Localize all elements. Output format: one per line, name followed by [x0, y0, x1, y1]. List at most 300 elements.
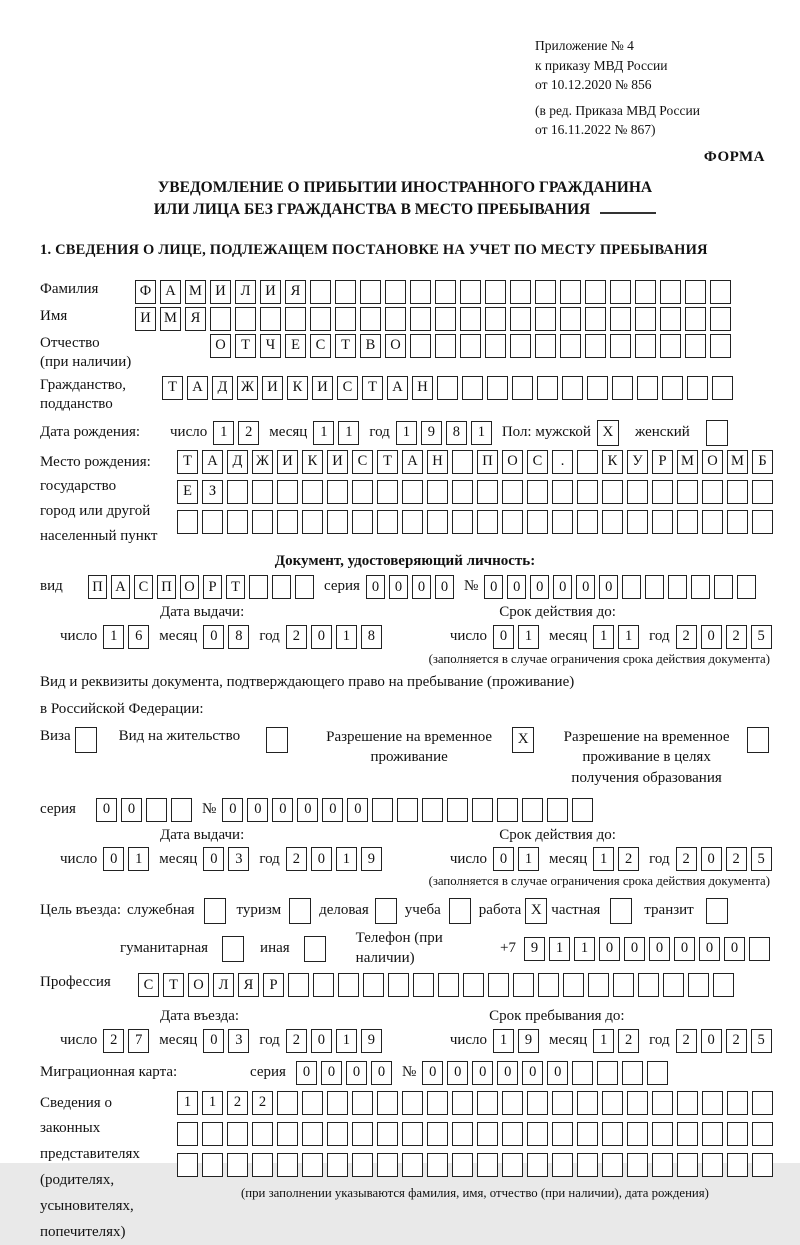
rabota-checkbox[interactable]: X [525, 898, 547, 924]
char-cell[interactable]: С [527, 450, 548, 474]
char-cell[interactable] [727, 1153, 748, 1177]
char-cell[interactable]: 1 [336, 625, 357, 649]
char-cell[interactable] [710, 280, 731, 304]
char-cell[interactable]: К [602, 450, 623, 474]
entry-day-input[interactable] [103, 1029, 149, 1053]
char-cell[interactable] [352, 480, 373, 504]
char-cell[interactable]: Т [163, 973, 184, 997]
char-cell[interactable]: В [360, 334, 381, 358]
char-cell[interactable] [602, 1091, 623, 1115]
stay-day-input[interactable] [493, 1029, 539, 1053]
char-cell[interactable]: Е [177, 480, 198, 504]
char-cell[interactable]: 2 [676, 847, 697, 871]
char-cell[interactable]: 2 [286, 1029, 307, 1053]
char-cell[interactable]: 2 [238, 421, 259, 445]
resdoc-valid-year-input[interactable] [676, 847, 772, 871]
char-cell[interactable] [677, 1091, 698, 1115]
birth-day-input[interactable] [213, 421, 259, 445]
char-cell[interactable]: 3 [228, 1029, 249, 1053]
char-cell[interactable] [252, 1122, 273, 1146]
char-cell[interactable] [502, 510, 523, 534]
char-cell[interactable] [635, 307, 656, 331]
char-cell[interactable]: Н [412, 376, 433, 400]
entry-year-input[interactable] [286, 1029, 382, 1053]
char-cell[interactable]: И [277, 450, 298, 474]
char-cell[interactable] [610, 307, 631, 331]
char-cell[interactable] [687, 376, 708, 400]
iddoc-issue-month-input[interactable] [203, 625, 249, 649]
char-cell[interactable] [360, 280, 381, 304]
char-cell[interactable] [377, 1122, 398, 1146]
char-cell[interactable] [452, 1122, 473, 1146]
char-cell[interactable]: 0 [553, 575, 572, 599]
char-cell[interactable]: 0 [547, 1061, 568, 1085]
char-cell[interactable] [252, 480, 273, 504]
char-cell[interactable]: А [160, 280, 181, 304]
char-cell[interactable] [727, 1091, 748, 1115]
char-cell[interactable] [702, 1153, 723, 1177]
tranzit-checkbox[interactable] [706, 898, 728, 924]
inaya-checkbox[interactable] [304, 936, 326, 962]
char-cell[interactable] [502, 1153, 523, 1177]
char-cell[interactable] [487, 376, 508, 400]
char-cell[interactable]: 5 [751, 625, 772, 649]
char-cell[interactable] [437, 376, 458, 400]
char-cell[interactable] [463, 973, 484, 997]
char-cell[interactable]: 0 [311, 1029, 332, 1053]
char-cell[interactable] [602, 1153, 623, 1177]
char-cell[interactable]: О [180, 575, 199, 599]
char-cell[interactable]: 2 [286, 625, 307, 649]
male-checkbox[interactable]: X [597, 420, 619, 446]
char-cell[interactable] [402, 480, 423, 504]
char-cell[interactable]: 7 [128, 1029, 149, 1053]
char-cell[interactable]: С [352, 450, 373, 474]
profession-input[interactable] [138, 973, 734, 997]
char-cell[interactable] [452, 510, 473, 534]
char-cell[interactable] [691, 575, 710, 599]
char-cell[interactable]: И [135, 307, 156, 331]
char-cell[interactable] [177, 510, 198, 534]
iddoc-valid-month-input[interactable] [593, 625, 639, 649]
char-cell[interactable] [577, 510, 598, 534]
char-cell[interactable]: А [387, 376, 408, 400]
char-cell[interactable] [685, 307, 706, 331]
char-cell[interactable] [377, 510, 398, 534]
char-cell[interactable] [535, 307, 556, 331]
char-cell[interactable] [363, 973, 384, 997]
char-cell[interactable] [710, 307, 731, 331]
char-cell[interactable] [572, 1061, 593, 1085]
char-cell[interactable] [488, 973, 509, 997]
char-cell[interactable] [749, 937, 770, 961]
char-cell[interactable] [352, 1153, 373, 1177]
char-cell[interactable] [752, 480, 773, 504]
char-cell[interactable] [460, 280, 481, 304]
char-cell[interactable] [427, 480, 448, 504]
char-cell[interactable] [327, 1153, 348, 1177]
char-cell[interactable] [235, 307, 256, 331]
char-cell[interactable] [402, 510, 423, 534]
char-cell[interactable] [302, 480, 323, 504]
char-cell[interactable]: К [287, 376, 308, 400]
char-cell[interactable] [385, 280, 406, 304]
char-cell[interactable]: 0 [435, 575, 454, 599]
char-cell[interactable]: 1 [618, 625, 639, 649]
char-cell[interactable] [627, 480, 648, 504]
char-cell[interactable] [202, 1153, 223, 1177]
char-cell[interactable] [752, 1153, 773, 1177]
char-cell[interactable]: 1 [574, 937, 595, 961]
char-cell[interactable]: О [702, 450, 723, 474]
char-cell[interactable] [685, 334, 706, 358]
char-cell[interactable]: 1 [338, 421, 359, 445]
char-cell[interactable]: Я [285, 280, 306, 304]
stay-month-input[interactable] [593, 1029, 639, 1053]
char-cell[interactable]: 2 [286, 847, 307, 871]
char-cell[interactable] [302, 1153, 323, 1177]
char-cell[interactable]: 0 [493, 625, 514, 649]
char-cell[interactable]: 8 [361, 625, 382, 649]
char-cell[interactable] [710, 334, 731, 358]
char-cell[interactable]: Я [238, 973, 259, 997]
char-cell[interactable] [452, 1153, 473, 1177]
char-cell[interactable] [252, 510, 273, 534]
visa-checkbox[interactable] [75, 727, 97, 753]
char-cell[interactable]: Я [185, 307, 206, 331]
char-cell[interactable]: 2 [227, 1091, 248, 1115]
char-cell[interactable] [752, 1122, 773, 1146]
char-cell[interactable]: Е [285, 334, 306, 358]
char-cell[interactable] [447, 798, 468, 822]
char-cell[interactable] [227, 1153, 248, 1177]
char-cell[interactable]: 1 [313, 421, 334, 445]
char-cell[interactable]: 0 [96, 798, 117, 822]
char-cell[interactable] [652, 1091, 673, 1115]
char-cell[interactable] [527, 510, 548, 534]
char-cell[interactable]: Т [362, 376, 383, 400]
char-cell[interactable] [227, 510, 248, 534]
char-cell[interactable] [627, 1091, 648, 1115]
ucheba-checkbox[interactable] [449, 898, 471, 924]
char-cell[interactable]: У [627, 450, 648, 474]
char-cell[interactable] [702, 510, 723, 534]
char-cell[interactable] [552, 1122, 573, 1146]
char-cell[interactable]: 2 [252, 1091, 273, 1115]
sluzhebnaya-checkbox[interactable] [204, 898, 226, 924]
char-cell[interactable]: 0 [493, 847, 514, 871]
char-cell[interactable] [427, 510, 448, 534]
char-cell[interactable]: Б [752, 450, 773, 474]
char-cell[interactable] [227, 1122, 248, 1146]
char-cell[interactable] [602, 1122, 623, 1146]
char-cell[interactable] [397, 798, 418, 822]
char-cell[interactable]: Р [263, 973, 284, 997]
char-cell[interactable]: Т [177, 450, 198, 474]
stay-year-input[interactable] [676, 1029, 772, 1053]
char-cell[interactable] [660, 334, 681, 358]
birth-year-input[interactable] [396, 421, 492, 445]
entry-month-input[interactable] [203, 1029, 249, 1053]
char-cell[interactable] [737, 575, 756, 599]
char-cell[interactable]: 0 [296, 1061, 317, 1085]
char-cell[interactable]: А [187, 376, 208, 400]
char-cell[interactable] [727, 510, 748, 534]
char-cell[interactable]: Л [213, 973, 234, 997]
char-cell[interactable]: 0 [484, 575, 503, 599]
char-cell[interactable]: 0 [346, 1061, 367, 1085]
char-cell[interactable] [652, 1122, 673, 1146]
char-cell[interactable]: Л [235, 280, 256, 304]
char-cell[interactable] [727, 1122, 748, 1146]
char-cell[interactable] [410, 280, 431, 304]
char-cell[interactable]: 0 [347, 798, 368, 822]
patronymic-input[interactable] [210, 334, 731, 358]
char-cell[interactable]: Н [427, 450, 448, 474]
char-cell[interactable]: . [552, 450, 573, 474]
char-cell[interactable]: 9 [524, 937, 545, 961]
char-cell[interactable] [402, 1122, 423, 1146]
chastnaya-checkbox[interactable] [610, 898, 632, 924]
char-cell[interactable]: 0 [699, 937, 720, 961]
char-cell[interactable] [585, 334, 606, 358]
char-cell[interactable] [585, 280, 606, 304]
char-cell[interactable]: С [337, 376, 358, 400]
char-cell[interactable] [460, 334, 481, 358]
char-cell[interactable] [510, 280, 531, 304]
char-cell[interactable] [452, 480, 473, 504]
char-cell[interactable]: О [188, 973, 209, 997]
char-cell[interactable]: М [727, 450, 748, 474]
char-cell[interactable]: 1 [202, 1091, 223, 1115]
char-cell[interactable]: 2 [726, 1029, 747, 1053]
char-cell[interactable]: 9 [518, 1029, 539, 1053]
representatives-row1-input[interactable] [177, 1091, 773, 1115]
char-cell[interactable]: П [157, 575, 176, 599]
char-cell[interactable] [712, 376, 733, 400]
birthplace-row1-input[interactable] [177, 450, 773, 474]
char-cell[interactable]: 0 [701, 625, 722, 649]
char-cell[interactable] [752, 1091, 773, 1115]
resdoc-issue-year-input[interactable] [286, 847, 382, 871]
char-cell[interactable]: С [138, 973, 159, 997]
char-cell[interactable]: 1 [493, 1029, 514, 1053]
char-cell[interactable]: Т [377, 450, 398, 474]
char-cell[interactable]: 0 [366, 575, 385, 599]
char-cell[interactable]: 0 [272, 798, 293, 822]
char-cell[interactable] [527, 480, 548, 504]
char-cell[interactable] [277, 1122, 298, 1146]
char-cell[interactable] [668, 575, 687, 599]
char-cell[interactable] [563, 973, 584, 997]
char-cell[interactable]: 1 [518, 847, 539, 871]
char-cell[interactable]: 9 [361, 847, 382, 871]
char-cell[interactable] [477, 1122, 498, 1146]
char-cell[interactable] [252, 1153, 273, 1177]
char-cell[interactable] [310, 280, 331, 304]
char-cell[interactable]: 0 [311, 625, 332, 649]
birth-month-input[interactable] [313, 421, 359, 445]
char-cell[interactable] [635, 334, 656, 358]
char-cell[interactable]: И [260, 280, 281, 304]
char-cell[interactable] [527, 1122, 548, 1146]
char-cell[interactable] [277, 480, 298, 504]
char-cell[interactable]: Р [652, 450, 673, 474]
char-cell[interactable] [485, 280, 506, 304]
char-cell[interactable]: 9 [361, 1029, 382, 1053]
char-cell[interactable] [622, 575, 641, 599]
char-cell[interactable]: К [302, 450, 323, 474]
char-cell[interactable]: Ж [237, 376, 258, 400]
char-cell[interactable] [302, 1122, 323, 1146]
char-cell[interactable] [577, 450, 598, 474]
char-cell[interactable]: 0 [389, 575, 408, 599]
char-cell[interactable] [327, 480, 348, 504]
char-cell[interactable]: 1 [549, 937, 570, 961]
char-cell[interactable] [452, 450, 473, 474]
char-cell[interactable]: 0 [422, 1061, 443, 1085]
char-cell[interactable]: 6 [128, 625, 149, 649]
char-cell[interactable]: Ж [252, 450, 273, 474]
char-cell[interactable] [535, 334, 556, 358]
char-cell[interactable]: 0 [624, 937, 645, 961]
char-cell[interactable] [562, 376, 583, 400]
char-cell[interactable] [602, 480, 623, 504]
char-cell[interactable] [552, 1091, 573, 1115]
char-cell[interactable]: 0 [724, 937, 745, 961]
char-cell[interactable]: 0 [222, 798, 243, 822]
char-cell[interactable]: М [185, 280, 206, 304]
char-cell[interactable] [512, 376, 533, 400]
char-cell[interactable]: 0 [701, 847, 722, 871]
char-cell[interactable] [622, 1061, 643, 1085]
char-cell[interactable] [377, 480, 398, 504]
char-cell[interactable] [302, 1091, 323, 1115]
char-cell[interactable] [177, 1153, 198, 1177]
char-cell[interactable] [352, 510, 373, 534]
char-cell[interactable] [288, 973, 309, 997]
char-cell[interactable]: Д [212, 376, 233, 400]
char-cell[interactable] [577, 1122, 598, 1146]
char-cell[interactable] [538, 973, 559, 997]
char-cell[interactable]: 5 [751, 847, 772, 871]
char-cell[interactable] [377, 1091, 398, 1115]
resdoc-num-input[interactable] [222, 798, 593, 822]
char-cell[interactable] [460, 307, 481, 331]
char-cell[interactable]: 1 [593, 625, 614, 649]
char-cell[interactable] [438, 973, 459, 997]
char-cell[interactable] [497, 798, 518, 822]
char-cell[interactable] [295, 575, 314, 599]
char-cell[interactable]: 2 [676, 625, 697, 649]
migcard-num-input[interactable] [422, 1061, 668, 1085]
char-cell[interactable] [613, 973, 634, 997]
char-cell[interactable] [713, 973, 734, 997]
char-cell[interactable] [638, 973, 659, 997]
char-cell[interactable] [352, 1122, 373, 1146]
char-cell[interactable] [652, 480, 673, 504]
char-cell[interactable] [577, 1153, 598, 1177]
char-cell[interactable] [462, 376, 483, 400]
char-cell[interactable]: 1 [177, 1091, 198, 1115]
iddoc-num-input[interactable] [484, 575, 756, 599]
char-cell[interactable] [577, 1091, 598, 1115]
char-cell[interactable]: И [262, 376, 283, 400]
char-cell[interactable] [535, 280, 556, 304]
char-cell[interactable] [602, 510, 623, 534]
char-cell[interactable] [435, 307, 456, 331]
char-cell[interactable]: И [210, 280, 231, 304]
char-cell[interactable] [502, 1091, 523, 1115]
char-cell[interactable] [527, 1091, 548, 1115]
char-cell[interactable]: О [210, 334, 231, 358]
char-cell[interactable]: 0 [497, 1061, 518, 1085]
char-cell[interactable]: 1 [593, 847, 614, 871]
char-cell[interactable]: Д [227, 450, 248, 474]
char-cell[interactable]: 0 [203, 1029, 224, 1053]
char-cell[interactable]: 1 [336, 1029, 357, 1053]
char-cell[interactable] [277, 1153, 298, 1177]
char-cell[interactable] [410, 334, 431, 358]
char-cell[interactable] [202, 1122, 223, 1146]
phone-input[interactable] [524, 937, 770, 961]
char-cell[interactable] [410, 307, 431, 331]
char-cell[interactable]: 0 [599, 937, 620, 961]
char-cell[interactable] [385, 307, 406, 331]
char-cell[interactable]: 3 [228, 847, 249, 871]
char-cell[interactable] [485, 334, 506, 358]
turizm-checkbox[interactable] [289, 898, 311, 924]
resdoc-valid-day-input[interactable] [493, 847, 539, 871]
char-cell[interactable]: 0 [507, 575, 526, 599]
char-cell[interactable] [402, 1091, 423, 1115]
char-cell[interactable]: Ф [135, 280, 156, 304]
char-cell[interactable] [588, 973, 609, 997]
char-cell[interactable] [552, 480, 573, 504]
resdoc-valid-month-input[interactable] [593, 847, 639, 871]
char-cell[interactable] [477, 510, 498, 534]
char-cell[interactable] [272, 575, 291, 599]
char-cell[interactable] [637, 376, 658, 400]
char-cell[interactable] [338, 973, 359, 997]
char-cell[interactable] [260, 307, 281, 331]
char-cell[interactable] [227, 480, 248, 504]
char-cell[interactable] [388, 973, 409, 997]
char-cell[interactable]: 2 [726, 625, 747, 649]
char-cell[interactable] [327, 1091, 348, 1115]
char-cell[interactable] [585, 307, 606, 331]
char-cell[interactable]: 0 [371, 1061, 392, 1085]
char-cell[interactable] [510, 334, 531, 358]
char-cell[interactable] [627, 1153, 648, 1177]
char-cell[interactable] [310, 307, 331, 331]
birthplace-row2-input[interactable] [177, 480, 773, 504]
char-cell[interactable] [335, 307, 356, 331]
char-cell[interactable]: 0 [674, 937, 695, 961]
char-cell[interactable]: 2 [726, 847, 747, 871]
char-cell[interactable] [171, 798, 192, 822]
representatives-row2-input[interactable] [177, 1122, 773, 1146]
char-cell[interactable] [677, 510, 698, 534]
char-cell[interactable] [547, 798, 568, 822]
char-cell[interactable] [177, 1122, 198, 1146]
char-cell[interactable]: Т [162, 376, 183, 400]
char-cell[interactable]: З [202, 480, 223, 504]
iddoc-issue-day-input[interactable] [103, 625, 149, 649]
char-cell[interactable]: 0 [203, 625, 224, 649]
char-cell[interactable] [652, 510, 673, 534]
iddoc-valid-year-input[interactable] [676, 625, 772, 649]
